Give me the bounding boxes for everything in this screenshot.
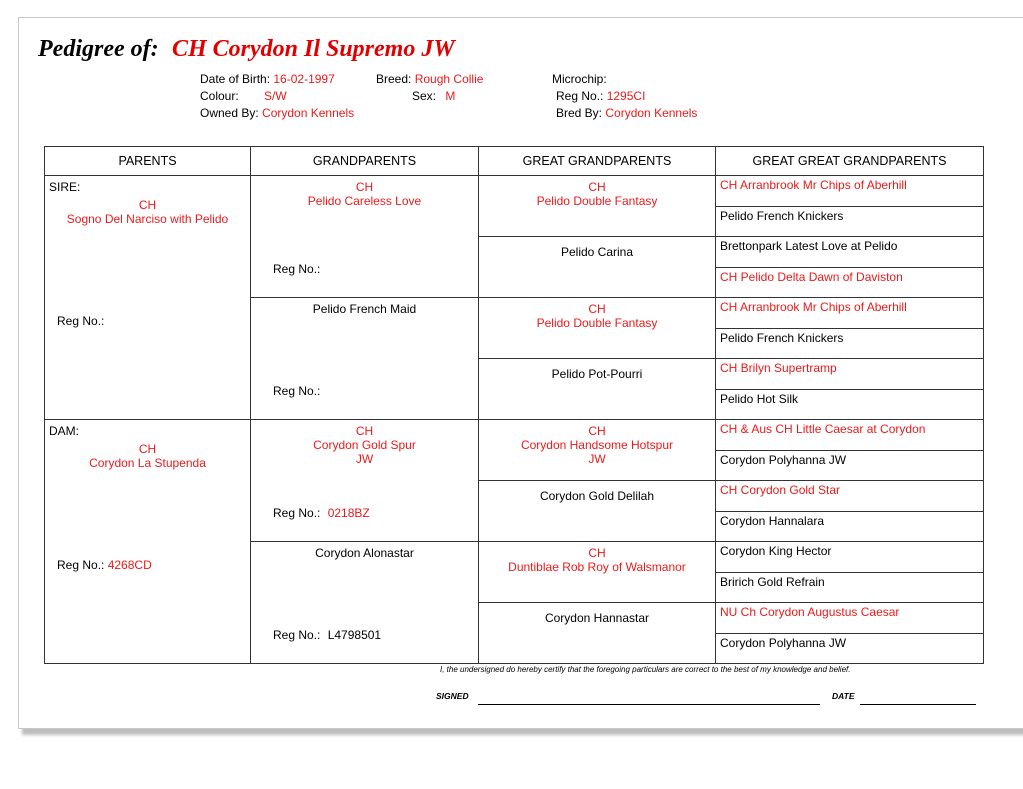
great-great-grandparent: CH Arranbrook Mr Chips of Aberhill bbox=[716, 176, 984, 207]
sex-field bbox=[412, 89, 455, 103]
pedigree-row bbox=[45, 420, 984, 451]
signature-line bbox=[478, 704, 820, 705]
great-grandparent-cell bbox=[479, 542, 716, 603]
dam-label: DAM: bbox=[49, 424, 79, 438]
sire-label: SIRE: bbox=[49, 180, 81, 194]
great-great-grandparent: CH Pelido Delta Dawn of Daviston bbox=[716, 267, 984, 298]
dam-name: Corydon La Stupenda bbox=[89, 456, 206, 470]
great-grandparent-name: Corydon Gold Delilah bbox=[539, 489, 655, 503]
grandparent-suffix: JW bbox=[355, 452, 374, 466]
great-grandparent-cell bbox=[479, 176, 716, 237]
great-grandparent-prefix: CH bbox=[588, 546, 606, 560]
grandparent-name: Pelido French Maid bbox=[312, 302, 417, 316]
page-title bbox=[38, 36, 455, 63]
breed-field bbox=[376, 72, 483, 86]
sire-reg-label: Reg No.: bbox=[57, 314, 105, 328]
sire-name: Sogno Del Narciso with Pelido bbox=[66, 212, 229, 226]
pedigree-body bbox=[45, 176, 984, 664]
date-line bbox=[860, 704, 976, 705]
grandparent-name: Corydon Gold Spur bbox=[313, 438, 416, 452]
great-grandparent-cell bbox=[479, 359, 716, 420]
bred-field bbox=[556, 106, 697, 120]
grandparent-reg bbox=[273, 506, 370, 520]
bred-value: Corydon Kennels bbox=[605, 106, 698, 120]
dog-name: CH Corydon Il Supremo JW bbox=[171, 36, 455, 62]
great-great-grandparent: Brettonpark Latest Love at Pelido bbox=[716, 237, 984, 268]
dam-cell bbox=[45, 420, 251, 664]
breed-label: Breed: bbox=[376, 72, 412, 86]
great-grandparent-suffix: JW bbox=[588, 452, 606, 466]
grandparent-cell bbox=[251, 420, 479, 542]
header-grandparents: GRANDPARENTS bbox=[251, 147, 479, 176]
pedigree-row bbox=[45, 176, 984, 207]
great-grandparent-cell bbox=[479, 420, 716, 481]
great-great-grandparent: CH & Aus CH Little Caesar at Corydon bbox=[716, 420, 984, 451]
dam-reg bbox=[57, 558, 152, 572]
grandparent-name: Corydon Alonastar bbox=[315, 546, 414, 560]
dam-reg-value: 4268CD bbox=[107, 558, 152, 572]
grandparent-prefix: CH bbox=[355, 424, 374, 438]
certification-text: I, the undersigned do hereby certify that the foregoing particulars are correct to the best of my knowledge and belief. bbox=[440, 665, 851, 674]
great-grandparent-prefix: CH bbox=[588, 424, 606, 438]
great-grandparent-cell bbox=[479, 237, 716, 298]
table-header-row bbox=[45, 147, 984, 176]
breed-value: Rough Collie bbox=[414, 72, 484, 86]
great-great-grandparent: CH Corydon Gold Star bbox=[716, 481, 984, 512]
great-grandparent-name: Duntiblae Rob Roy of Walsmanor bbox=[508, 560, 686, 574]
great-great-grandparent: Corydon Polyhanna JW bbox=[716, 633, 984, 664]
great-grandparent-prefix: CH bbox=[588, 180, 606, 194]
grandparent-reg bbox=[273, 384, 324, 398]
signed-label: SIGNED bbox=[436, 691, 469, 701]
microchip-label: Microchip: bbox=[552, 72, 607, 86]
great-great-grandparent: Pelido French Knickers bbox=[716, 206, 984, 237]
great-grandparent-cell bbox=[479, 298, 716, 359]
dam-prefix: CH bbox=[138, 442, 157, 456]
grandparent-reg-label: Reg No.: bbox=[273, 262, 321, 276]
header-great-grandparents: GREAT GRANDPARENTS bbox=[479, 147, 716, 176]
great-grandparent-name: Pelido Double Fantasy bbox=[536, 316, 658, 330]
sire-prefix: CH bbox=[138, 198, 157, 212]
dam-reg-label: Reg No.: bbox=[57, 558, 105, 572]
owned-label: Owned By: bbox=[200, 106, 259, 120]
regno-value: 1295CI bbox=[606, 89, 646, 103]
great-grandparent-name: Corydon Handsome Hotspur bbox=[520, 438, 674, 452]
great-grandparent-name: Corydon Hannastar bbox=[544, 611, 650, 625]
great-grandparent-name: Pelido Carina bbox=[560, 245, 634, 259]
great-great-grandparent: Corydon Polyhanna JW bbox=[716, 450, 984, 481]
grandparent-reg-value: L4798501 bbox=[327, 628, 382, 642]
great-grandparent-cell bbox=[479, 603, 716, 664]
grandparent-reg-label: Reg No.: bbox=[273, 384, 321, 398]
colour-field bbox=[200, 89, 287, 103]
regno-label: Reg No.: bbox=[556, 89, 604, 103]
great-great-grandparent: Pelido Hot Silk bbox=[716, 389, 984, 420]
grandparent-reg-label: Reg No.: bbox=[273, 506, 321, 520]
grandparent-name: Pelido Careless Love bbox=[307, 194, 422, 208]
sex-value: M bbox=[445, 89, 456, 103]
grandparent-reg-value: 0218BZ bbox=[327, 506, 370, 520]
great-great-grandparent: CH Arranbrook Mr Chips of Aberhill bbox=[716, 298, 984, 329]
sex-label: Sex: bbox=[412, 89, 437, 103]
great-great-grandparent: NU Ch Corydon Augustus Caesar bbox=[716, 603, 984, 634]
dob-label: Date of Birth: bbox=[200, 72, 271, 86]
dob-value: 16-02-1997 bbox=[273, 72, 335, 86]
great-grandparent-prefix: CH bbox=[588, 302, 606, 316]
pedigree-table bbox=[44, 146, 984, 664]
regno-field bbox=[556, 89, 645, 103]
header-parents: PARENTS bbox=[45, 147, 251, 176]
great-grandparent-cell bbox=[479, 481, 716, 542]
grandparent-reg bbox=[273, 262, 324, 276]
grandparent-cell bbox=[251, 298, 479, 420]
owned-value: Corydon Kennels bbox=[262, 106, 355, 120]
dob-field bbox=[200, 72, 335, 86]
grandparent-reg-label: Reg No.: bbox=[273, 628, 321, 642]
great-great-grandparent: Bririch Gold Refrain bbox=[716, 572, 984, 603]
great-grandparent-name: Pelido Pot-Pourri bbox=[551, 367, 643, 381]
sire-cell bbox=[45, 176, 251, 420]
great-great-grandparent: Corydon Hannalara bbox=[716, 511, 984, 542]
great-great-grandparent: Corydon King Hector bbox=[716, 542, 984, 573]
sire-reg bbox=[57, 314, 104, 328]
grandparent-cell bbox=[251, 542, 479, 664]
header-great-great-grandparents: GREAT GREAT GRANDPARENTS bbox=[716, 147, 984, 176]
grandparent-cell bbox=[251, 176, 479, 298]
grandparent-prefix: CH bbox=[355, 180, 374, 194]
great-great-grandparent: Pelido French Knickers bbox=[716, 328, 984, 359]
owned-field bbox=[200, 106, 354, 120]
great-great-grandparent: CH Brilyn Supertramp bbox=[716, 359, 984, 390]
grandparent-reg bbox=[273, 628, 381, 642]
bred-label: Bred By: bbox=[556, 106, 603, 120]
title-label: Pedigree of: bbox=[38, 36, 159, 62]
colour-label: Colour: bbox=[200, 89, 239, 103]
colour-value: S/W bbox=[264, 89, 287, 103]
date-label: DATE bbox=[832, 691, 855, 701]
great-grandparent-name: Pelido Double Fantasy bbox=[536, 194, 658, 208]
microchip-field bbox=[552, 72, 607, 86]
